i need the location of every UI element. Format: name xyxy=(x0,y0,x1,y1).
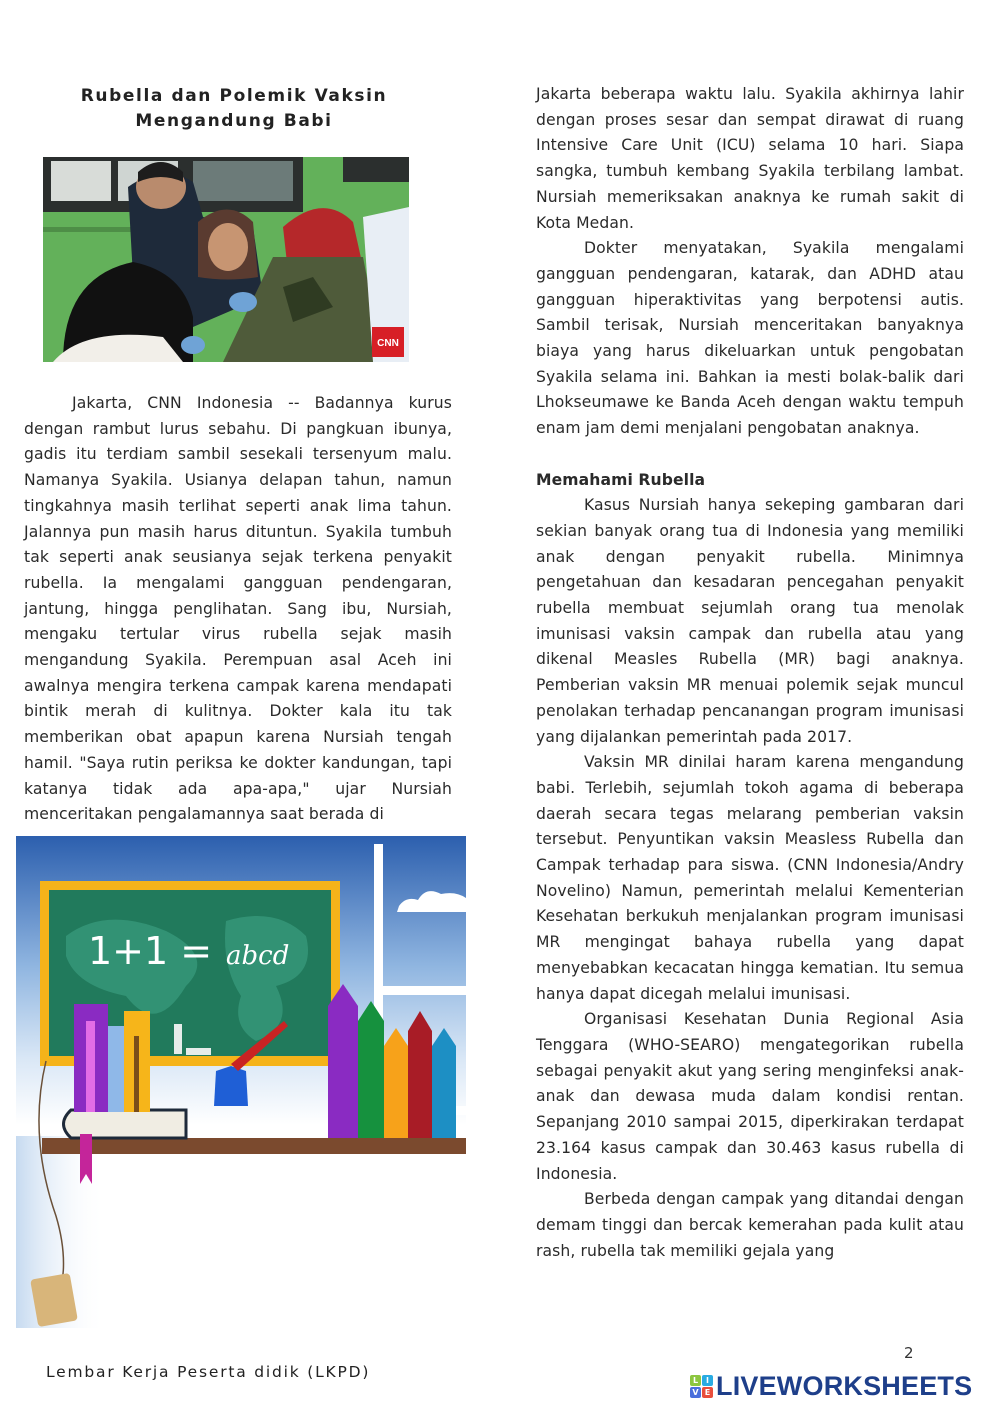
paragraph-who: Organisasi Kesehatan Dunia Regional Asia Tenggara (WHO-SEARO) mengategorikan rubella sebagai penyakit akut yang sering menginfeksi anak-anak dan dewasa muda dalam kondisi rentan. Sepanjang 2010 sampai 2015, diperkirakan terdapat 23.164 kasus campak dan 30.463 kasus rubella di Indonesia. xyxy=(536,1010,964,1183)
right-column xyxy=(536,82,964,1264)
page-number: 2 xyxy=(904,1344,914,1362)
chalkboard-letters: abcd xyxy=(226,941,290,971)
logo-tile: V xyxy=(690,1387,701,1398)
classroom-illustration xyxy=(16,836,466,1328)
article-title: Rubella dan Polemik Vaksin Mengandung Babi xyxy=(80,86,388,131)
paragraph-polemic: Kasus Nursiah hanya sekeping gambaran dari sekian banyak orang tua di Indonesia yang memiliki anak dengan penyakit rubella. Minimnya pengetahuan dan kesadaran pencegahan penyakit rubella membuat sejumlah orang tua menolak imunisasi vaksin campak dan rubella atau yang dikenal Measles Rubella (MR) bagi anaknya. Pemberian vaksin MR menuai polemik sejak muncul penolakan terhadap pencanangan program imunisasi yang dijalankan pemerintah pada 2017. xyxy=(536,496,964,746)
live-tiles-icon xyxy=(690,1375,713,1398)
left-column xyxy=(24,391,452,828)
logo-tile: E xyxy=(702,1387,713,1398)
paragraph-haram: Vaksin MR dinilai haram karena mengandung babi. Terlebih, sejumlah tokoh agama di beberapa daerah secara tegas melarang pemberian vaksin tersebut. Penyuntikan vaksin Measless Rubella dan Campak terhadap para siswa. (CNN Indonesia/Andry Novelino) Namun, pemerintah melalui Kementerian Kesehatan berkukuh menjalankan program imunisasi MR mengingat bahaya rubella yang dapat menyebabkan kecacatan hingga kematian. Itu semua hanya dapat dicegah melalui imunisasi. xyxy=(536,753,964,1003)
logo-tile: I xyxy=(702,1375,713,1386)
vaccination-photo xyxy=(43,157,409,362)
logo-text: LIVEWORKSHEETS xyxy=(716,1371,973,1401)
paragraph-symptoms: Berbeda dengan campak yang ditandai dengan demam tinggi dan bercak kemerahan pada kulit atau rash, rubella tak memiliki gejala yang xyxy=(536,1190,964,1260)
liveworksheets-logo[interactable] xyxy=(690,1373,972,1399)
paragraph-continuation: Jakarta beberapa waktu lalu. Syakila akhirnya lahir dengan proses sesar dan sempat dirawat di ruang Intensive Care Unit (ICU) selama 10 hari. Siapa sangka, tumbuh kembang Syakila terbilang lambat. Nursiah memeriksakan anaknya ke rumah sakit di Kota Medan. xyxy=(536,85,964,232)
shelf xyxy=(42,1138,466,1154)
paragraph-intro: Jakarta, CNN Indonesia -- Badannya kurus dengan rambut lurus sebahu. Di pangkuan ibunya, gadis itu terdiam sambil sesekali tersenyum malu. Namanya Syakila. Usianya delapan tahun, namun tingkahnya masih terlihat seperti anak lima tahun. Jalannya pun masih harus dituntun. Syakila tumbuh tak seperti anak seusianya sejak terkena penyakit rubella. Ia mengalami gangguan pendengaran, jantung, hingga penglihatan. Sang ibu, Nursiah, mengaku tertular virus rubella sejak masih mengandung Syakila. Perempuan asal Aceh ini awalnya mengira terkena campak karena mendapati bintik merah di kulitnya. Dokter kala itu tak memberikan obat apapun karena Nursiah tengah hamil. "Saya rutin periksa ke dokter kandungan, tapi katanya tidak ada apa-apa," ujar Nursiah menceritakan pengalamannya saat berada di xyxy=(24,394,452,824)
classroom-illustration-graphic xyxy=(16,836,466,1328)
chalkboard-math: 1+1 = xyxy=(88,929,213,973)
logo-tile: L xyxy=(690,1375,701,1386)
section-heading: Memahami Rubella xyxy=(536,470,706,489)
cnn-watermark: CNN xyxy=(377,338,399,349)
paragraph-diagnosis: Dokter menyatakan, Syakila mengalami gangguan pendengaran, katarak, dan ADHD atau gangguan hiperaktivitas yang berpotensi autis. Sambil terisak, Nursiah menceritakan banyaknya biaya yang harus dikeluarkan untuk pengobatan Syakila selama ini. Bahkan ia mesti bolak-balik dari Lhokseumawe ke Banda Aceh dengan waktu tempuh enam jam demi menjalani pengobatan anaknya. xyxy=(536,239,964,438)
footer-label: Lembar Kerja Peserta didik (LKPD) xyxy=(46,1363,371,1381)
vaccination-photo-graphic xyxy=(43,157,409,362)
